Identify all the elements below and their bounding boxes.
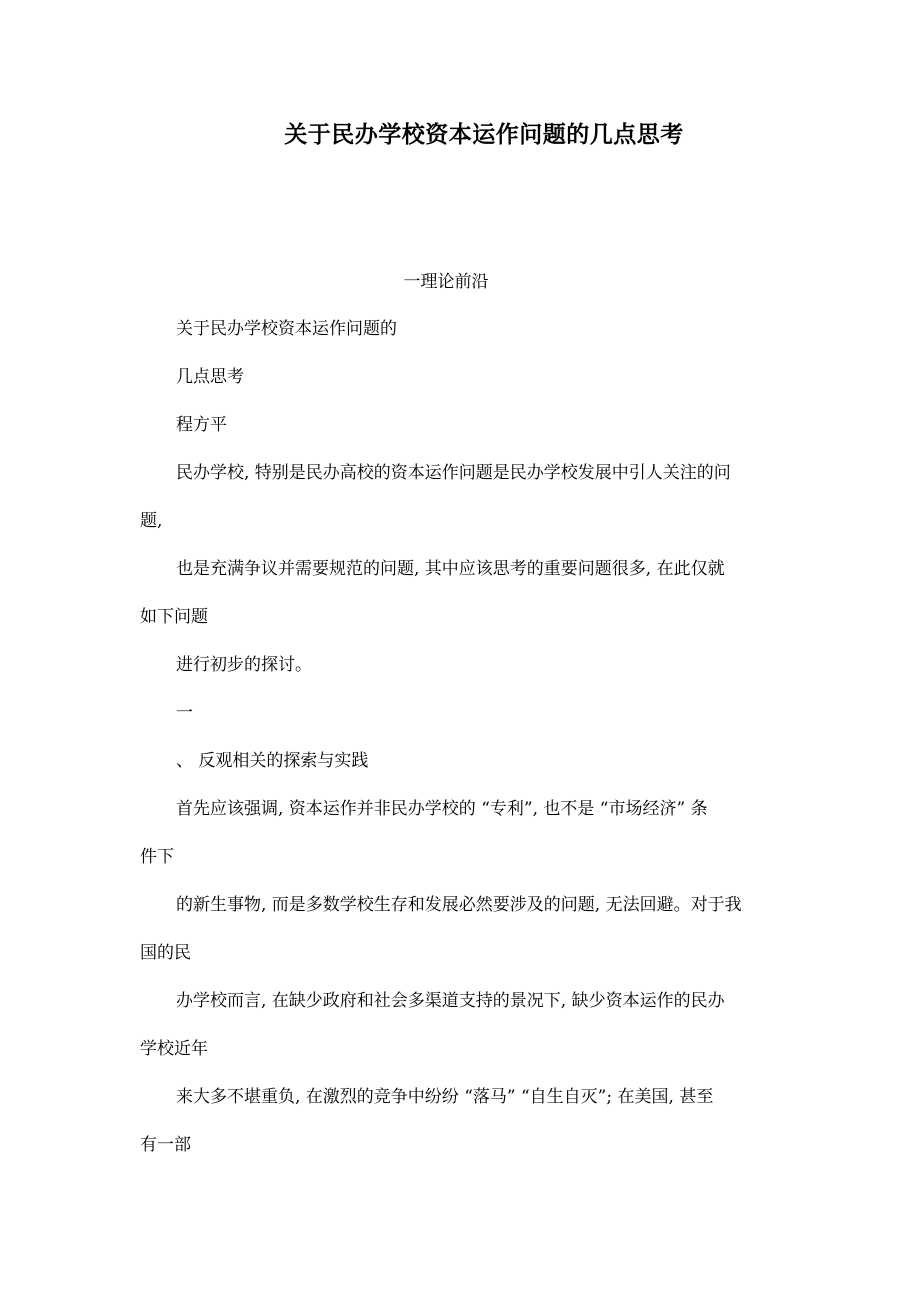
- author-name: 程方平: [176, 415, 227, 435]
- body-line: 件下: [140, 847, 174, 867]
- body-line: 如下问题: [140, 607, 208, 627]
- body-line: 民办学校, 特别是民办高校的资本运作问题是民办学校发展中引人关注的问: [176, 463, 731, 483]
- body-line: 首先应该强调, 资本运作并非民办学校的 “专利”, 也不是 “市场经济” 条: [176, 799, 708, 819]
- body-line: 进行初步的探讨。: [176, 655, 312, 675]
- document-title: 关于民办学校资本运作问题的几点思考: [284, 121, 684, 148]
- body-line: 也是充满争议并需要规范的问题, 其中应该思考的重要问题很多, 在此仅就: [176, 559, 725, 579]
- section-label: 一理论前沿: [403, 272, 489, 292]
- section-number: 一: [176, 703, 193, 723]
- body-line: 办学校而言, 在缺少政府和社会多渠道支持的景况下, 缺少资本运作的民办: [176, 991, 725, 1011]
- body-line: 关于民办学校资本运作问题的: [176, 319, 397, 339]
- body-line: 学校近年: [140, 1039, 208, 1059]
- body-line: 国的民: [140, 943, 191, 963]
- body-line: 几点思考: [176, 367, 244, 387]
- body-line: 的新生事物, 而是多数学校生存和发展必然要涉及的问题, 无法回避。对于我: [176, 895, 742, 915]
- body-line: 来大多不堪重负, 在激烈的竞争中纷纷 “落马” “自生自灭”; 在美国, 甚至: [176, 1087, 714, 1107]
- document-body: [140, 315, 800, 1179]
- body-line: 题,: [140, 511, 163, 531]
- body-line: 有一部: [140, 1135, 191, 1155]
- section-heading: 、 反观相关的探索与实践: [176, 751, 369, 771]
